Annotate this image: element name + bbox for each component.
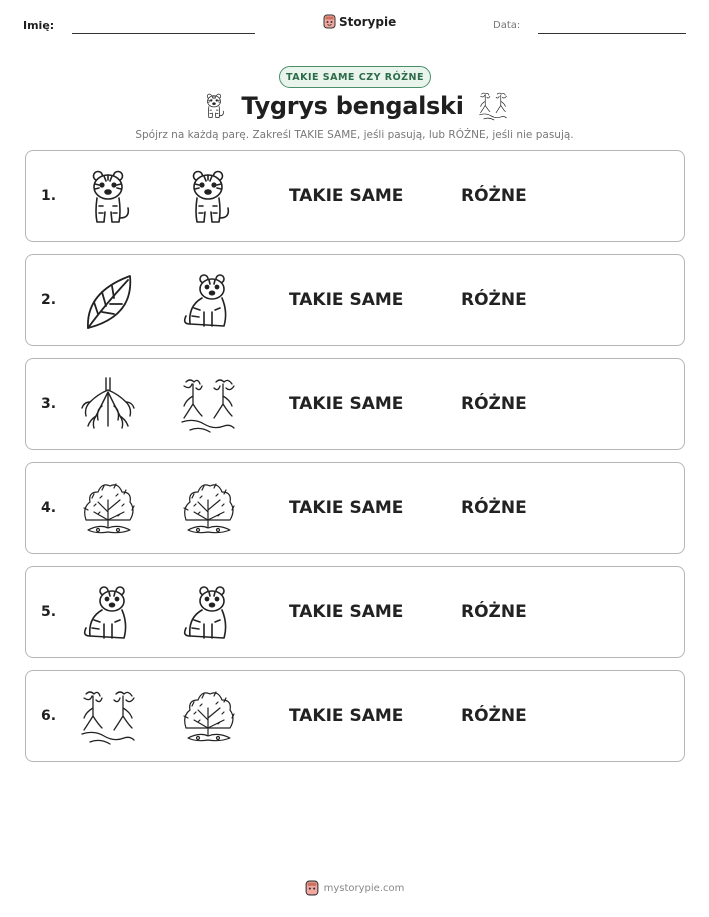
- row-number: 1.: [41, 188, 57, 204]
- option-same[interactable]: TAKIE SAME: [289, 394, 404, 414]
- comparison-row-6: [25, 670, 685, 762]
- tiger-sitting-icon: [180, 584, 236, 642]
- name-line[interactable]: [72, 33, 255, 34]
- tiger-icon: [180, 168, 236, 226]
- date-label: Data:: [493, 20, 521, 31]
- option-different[interactable]: RÓŻNE: [461, 290, 527, 310]
- row-number: 3.: [41, 396, 57, 412]
- pie-mascot-icon: [323, 14, 336, 29]
- row-number: 4.: [41, 500, 57, 516]
- instructions-text: Spójrz na każdą parę. Zakreśl TAKIE SAME, jeśli pasują, lub RÓŻNE, jeśli nie pasują.: [135, 129, 574, 141]
- tiger-icon: [80, 168, 136, 226]
- bush-icon: [180, 480, 236, 538]
- option-same[interactable]: TAKIE SAME: [289, 290, 404, 310]
- bush-icon: [80, 480, 136, 538]
- date-line[interactable]: [538, 33, 686, 34]
- option-same[interactable]: TAKIE SAME: [289, 706, 404, 726]
- footer: [0, 880, 709, 896]
- activity-badge: TAKIE SAME CZY RÓŻNE: [279, 66, 431, 88]
- comparison-rows: [25, 150, 685, 774]
- footer-url[interactable]: mystorypie.com: [323, 882, 405, 894]
- option-same[interactable]: TAKIE SAME: [289, 602, 404, 622]
- brand-name: Storypie: [339, 14, 397, 29]
- tiger-sitting-icon: [80, 584, 136, 642]
- mangrove-icon: [180, 376, 236, 434]
- pie-mascot-icon: [305, 880, 319, 896]
- mangrove-icon: [80, 688, 136, 746]
- name-label: Imię:: [23, 19, 55, 32]
- option-different[interactable]: RÓŻNE: [461, 186, 527, 206]
- roots-icon: [80, 376, 136, 434]
- option-same[interactable]: TAKIE SAME: [289, 186, 404, 206]
- row-number: 5.: [41, 604, 57, 620]
- row-number: 6.: [41, 708, 57, 724]
- comparison-row-4: [25, 462, 685, 554]
- option-same[interactable]: TAKIE SAME: [289, 498, 404, 518]
- tiger-sitting-icon: [180, 272, 236, 330]
- comparison-row-3: [25, 358, 685, 450]
- row-number: 2.: [41, 292, 57, 308]
- page-title: Tygrys bengalski: [241, 92, 464, 120]
- brand-logo: [323, 14, 396, 29]
- option-different[interactable]: RÓŻNE: [461, 706, 527, 726]
- comparison-row-2: [25, 254, 685, 346]
- comparison-row-1: [25, 150, 685, 242]
- option-different[interactable]: RÓŻNE: [461, 498, 527, 518]
- bush-icon: [180, 688, 236, 746]
- tiger-icon: [201, 92, 227, 120]
- title-row: [0, 91, 709, 121]
- mangrove-icon: [478, 91, 508, 121]
- comparison-row-5: [25, 566, 685, 658]
- leaf-icon: [80, 272, 136, 330]
- option-different[interactable]: RÓŻNE: [461, 602, 527, 622]
- option-different[interactable]: RÓŻNE: [461, 394, 527, 414]
